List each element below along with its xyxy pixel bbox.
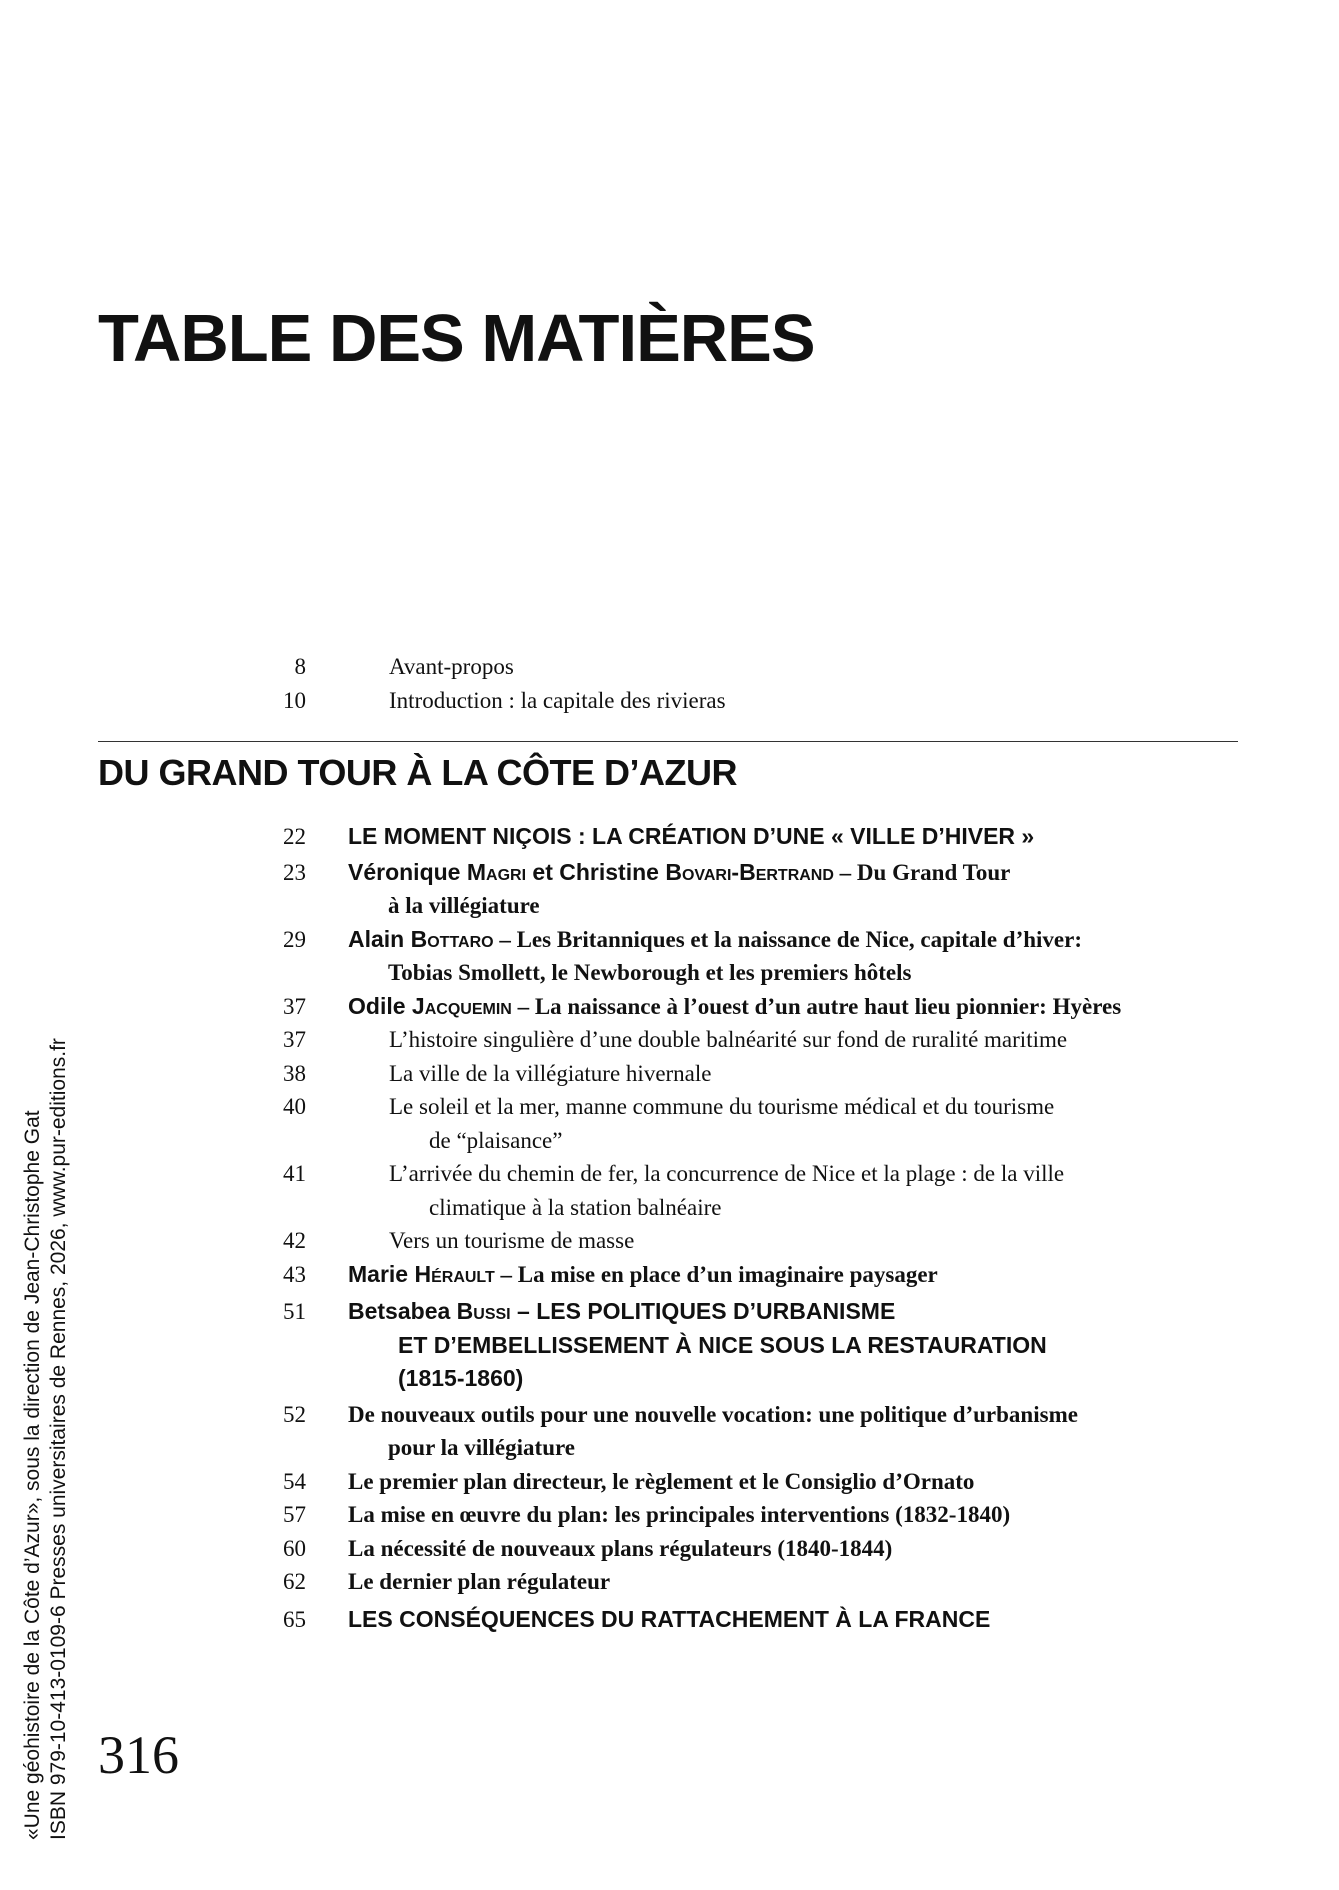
page-title: TABLE DES MATIÈRES	[98, 301, 815, 376]
toc-page-number: 60	[283, 1535, 306, 1561]
toc-page-number: 62	[283, 1569, 306, 1594]
toc-entry-title: La ville de la villégiature hivernale	[389, 1060, 712, 1086]
toc-entry	[0, 684, 1339, 718]
toc-entry-title: Odile Jacquemin – La naissance à l’ouest d’un autre haut lieu pionnier: Hyères	[348, 992, 1122, 1019]
toc-entry-title: Introduction : la capitale des rivieras	[389, 687, 726, 713]
toc-author: Véronique Magri et Christine Bovari-Bertrand	[348, 858, 834, 885]
toc-entry-title: La mise en œuvre du plan: les principales interventions (1832-1840)	[348, 1502, 1011, 1527]
toc-page-number: 29	[283, 926, 306, 952]
copyright-line: «Une géohistoire de la Côte d’Azur», sous la direction de Jean-Christophe Gat	[21, 1110, 44, 1840]
toc-entry	[0, 1023, 1339, 1057]
toc-entry-title: Vers un tourisme de masse	[389, 1228, 635, 1253]
front-matter-list	[0, 650, 1339, 717]
toc-entry-title: Betsabea Bussi – LES POLITIQUES D’URBANISME ET D’EMBELLISSEMENT À NICE SOUS LA RESTAURATION (1815-1860)	[348, 1298, 1047, 1391]
toc-entry-title: Le premier plan directeur, le règlement et le Consiglio d’Ornato	[348, 1468, 975, 1494]
section-divider	[98, 741, 1238, 742]
toc-page-number: 8	[294, 654, 306, 679]
toc-entry-title: Alain Bottaro – Les Britanniques et la naissance de Nice, capitale d’hiver: Tobias Smollett, le Newborough et les premiers hôtels	[348, 925, 1082, 985]
toc-page-number: 43	[283, 1261, 306, 1287]
toc-author: Betsabea Bussi	[348, 1298, 511, 1324]
toc-page-number: 51	[283, 1299, 306, 1324]
toc-entry	[0, 1157, 1339, 1224]
toc-entry	[0, 650, 1339, 684]
toc-entry-title: LE MOMENT NIÇOIS : LA CRÉATION D’UNE « VILLE D’HIVER »	[348, 823, 1035, 849]
toc-entry-title: Véronique Magri et Christine Bovari-Bertrand – Du Grand Tour à la villégiature	[348, 858, 1011, 918]
toc-entry-title: Le soleil et la mer, manne commune du tourisme médical et du tourisme de “plaisance”	[389, 1094, 1055, 1153]
page-number: 316	[98, 1725, 179, 1785]
toc-entry	[0, 1398, 1339, 1465]
toc-page-number: 23	[283, 859, 306, 885]
toc-page-number: 52	[283, 1401, 306, 1427]
copyright-notice	[20, 1038, 72, 1840]
toc-entry-title: De nouveaux outils pour une nouvelle vocation: une politique d’urbanisme pour la villégiature	[348, 1401, 1078, 1460]
toc-entry	[0, 1603, 1339, 1637]
toc-entry	[0, 923, 1339, 990]
toc-page-number: 38	[283, 1060, 306, 1086]
toc-entry	[0, 1465, 1339, 1499]
toc-page-number: 37	[283, 993, 306, 1019]
toc-entry-title: L’arrivée du chemin de fer, la concurrence de Nice et la plage : de la ville climatique à la station balnéaire	[389, 1161, 1065, 1220]
toc-entry	[0, 1258, 1339, 1292]
toc-page-number: 40	[283, 1094, 306, 1119]
toc-entry-title: La nécessité de nouveaux plans régulateurs (1840-1844)	[348, 1535, 893, 1561]
toc-page-number: 41	[283, 1161, 306, 1186]
toc-entry	[0, 856, 1339, 923]
toc-entry-title: LES CONSÉQUENCES DU RATTACHEMENT À LA FRANCE	[348, 1605, 991, 1632]
toc-page-number: 37	[283, 1027, 306, 1052]
toc-author: Alain Bottaro	[348, 925, 494, 952]
copyright-line: ISBN 979-10-413-0109-6 Presses universitaires de Rennes, 2026, www.pur-editions.fr	[47, 1038, 70, 1840]
toc-page-number: 54	[283, 1468, 306, 1494]
toc-entry	[0, 1532, 1339, 1566]
toc-entry	[0, 1090, 1339, 1157]
toc-entry-title: Le dernier plan régulateur	[348, 1569, 611, 1594]
toc-page-number: 65	[283, 1606, 306, 1632]
toc-entry	[0, 990, 1339, 1024]
toc-entry	[0, 820, 1339, 854]
toc-page-number: 42	[283, 1228, 306, 1253]
toc-entries	[0, 816, 1339, 1638]
toc-page-number: 57	[283, 1502, 306, 1527]
toc-entry	[0, 1057, 1339, 1091]
toc-page-number: 10	[283, 687, 306, 713]
toc-entry	[0, 1224, 1339, 1258]
toc-entry-title: Marie Hérault – La mise en place d’un imaginaire paysager	[348, 1260, 938, 1287]
toc-entry	[0, 1498, 1339, 1532]
toc-author: Odile Jacquemin	[348, 992, 512, 1019]
toc-entry	[0, 1565, 1339, 1599]
toc-page-number: 22	[283, 824, 306, 849]
section-title: DU GRAND TOUR À LA CÔTE D’AZUR	[98, 752, 737, 793]
toc-entry-title: L’histoire singulière d’une double balnéarité sur fond de ruralité maritime	[389, 1027, 1068, 1052]
toc-author: Marie Hérault	[348, 1260, 495, 1287]
toc-entry	[0, 1295, 1339, 1396]
toc-entry-title: Avant-propos	[389, 654, 514, 679]
